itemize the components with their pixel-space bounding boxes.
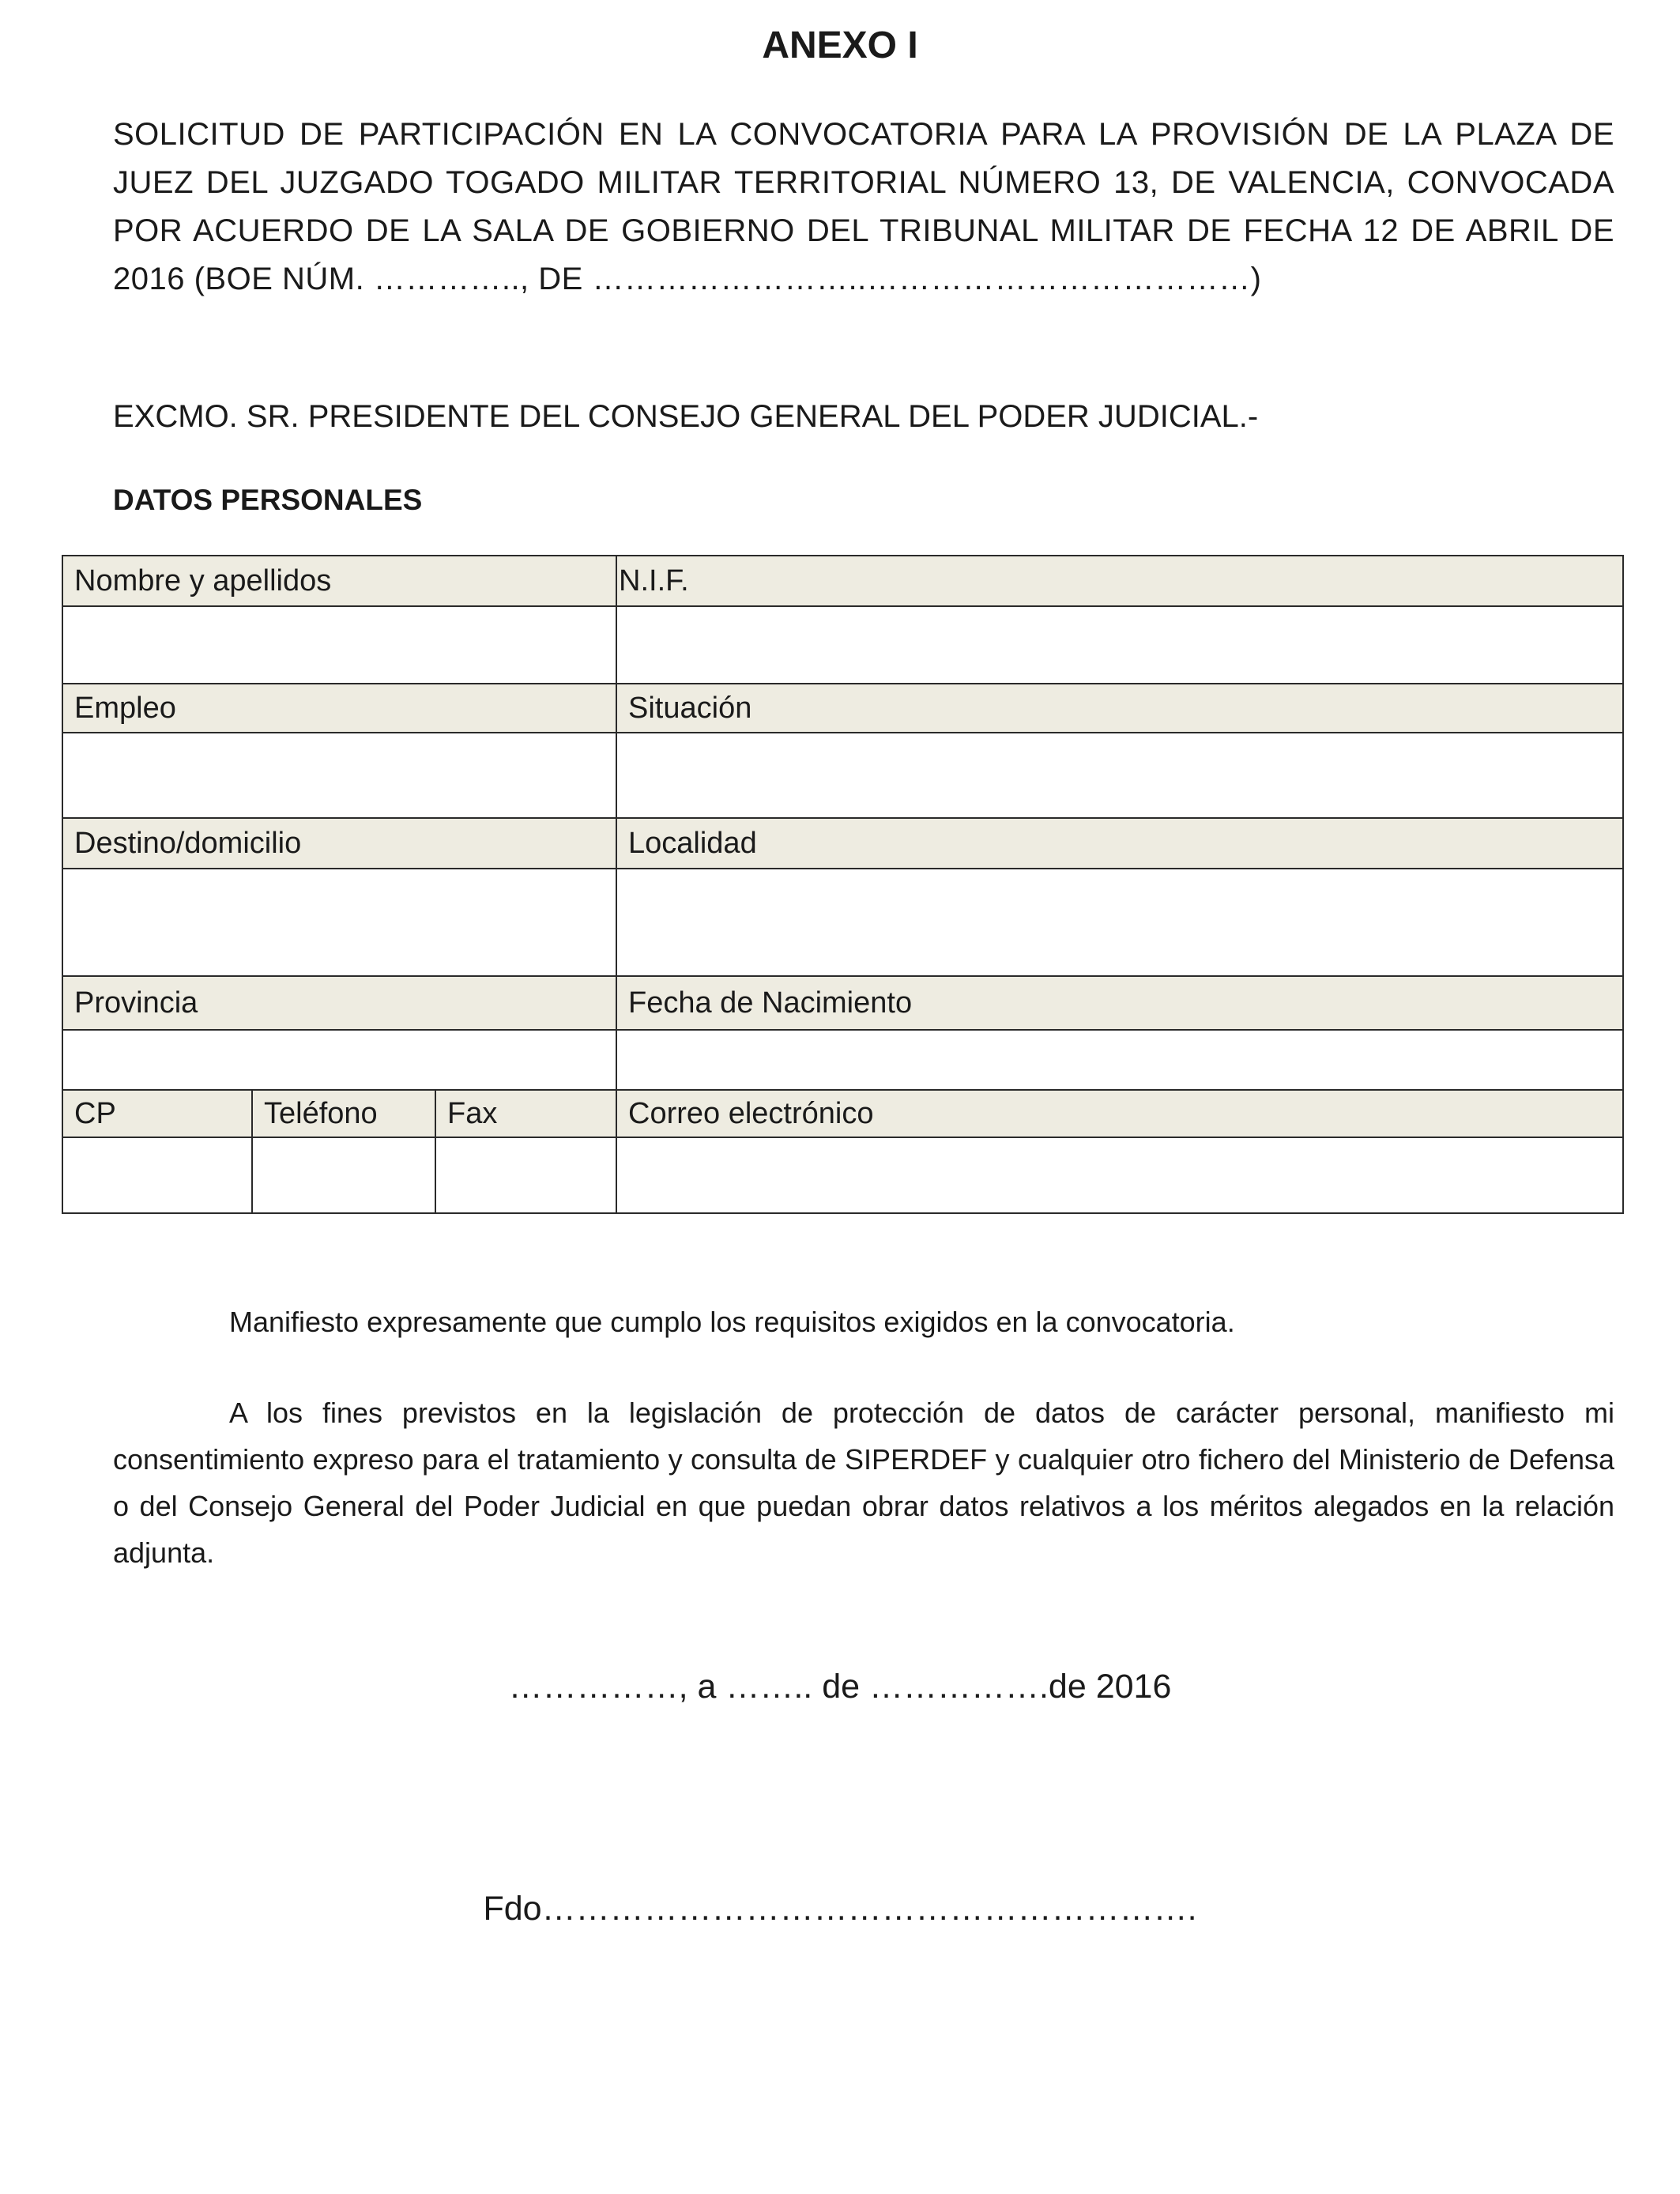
empleo-label: Empleo	[62, 684, 616, 733]
localidad-label: Localidad	[616, 818, 1623, 869]
cp-field[interactable]	[62, 1137, 252, 1213]
nombre-label: Nombre y apellidos	[62, 556, 616, 606]
destino-field[interactable]	[62, 869, 616, 976]
correo-label: Correo electrónico	[616, 1090, 1623, 1137]
provincia-field[interactable]	[62, 1030, 616, 1090]
nombre-field[interactable]	[62, 606, 616, 684]
destino-label: Destino/domicilio	[62, 818, 616, 869]
form-input-row	[62, 733, 1623, 818]
empleo-field[interactable]	[62, 733, 616, 818]
section-heading-personal-data: DATOS PERSONALES	[113, 484, 423, 516]
form-label-row	[62, 556, 1623, 606]
telefono-field[interactable]	[252, 1137, 435, 1213]
telefono-label: Teléfono	[252, 1090, 435, 1137]
form-label-row	[62, 684, 1623, 733]
form-label-row	[62, 1090, 1623, 1137]
fecha-nacimiento-field[interactable]	[616, 1030, 1623, 1090]
nif-field[interactable]	[616, 606, 1623, 684]
personal-data-form	[62, 555, 1624, 1214]
requirements-declaration: Manifiesto expresamente que cumplo los requisitos exigidos en la convocatoria.	[229, 1306, 1235, 1338]
localidad-field[interactable]	[616, 869, 1623, 976]
correo-field[interactable]	[616, 1137, 1623, 1213]
addressee: EXCMO. SR. PRESIDENTE DEL CONSEJO GENERAL DEL PODER JUDICIAL.-	[113, 399, 1259, 434]
form-label-row	[62, 976, 1623, 1030]
form-input-row	[62, 869, 1623, 976]
situacion-label: Situación	[616, 684, 1623, 733]
nif-label: N.I.F.	[616, 556, 1623, 606]
situacion-field[interactable]	[616, 733, 1623, 818]
place-date-line: ……………, a …….. de …………….de 2016	[508, 1668, 1172, 1706]
form-input-row	[62, 1137, 1623, 1213]
annex-title: ANEXO I	[762, 25, 918, 66]
form-label-row	[62, 818, 1623, 869]
signature-line: Fdo………………………………………………….	[483, 1890, 1197, 1928]
fax-label: Fax	[435, 1090, 616, 1137]
data-consent-declaration: A los fines previstos en la legislación de protección de datos de carácter personal, manifiesto mi consentimiento expreso para el tratamiento y consulta de SIPERDEF y cualquier otro fichero del Ministerio de Defensa o del Consejo General del Poder Judicial en que puedan obrar datos relativos a los méritos alegados en la relación adjunta.	[113, 1397, 1614, 1569]
provincia-label: Provincia	[62, 976, 616, 1030]
fecha-nacimiento-label: Fecha de Nacimiento	[616, 976, 1623, 1030]
fax-field[interactable]	[435, 1137, 616, 1213]
form-input-row	[62, 1030, 1623, 1090]
cp-label: CP	[62, 1090, 252, 1137]
application-heading: SOLICITUD DE PARTICIPACIÓN EN LA CONVOCATORIA PARA LA PROVISIÓN DE LA PLAZA DE JUEZ DEL JUZGADO TOGADO MILITAR TERRITORIAL NÚMERO 13, DE VALENCIA, CONVOCADA POR ACUERDO DE LA SALA DE GOBIERNO DEL TRIBUNAL MILITAR DE FECHA 12 DE ABRIL DE 2016 (BOE NÚM. ………….., DE ……………………..………………………………)	[113, 117, 1614, 296]
form-input-row	[62, 606, 1623, 684]
